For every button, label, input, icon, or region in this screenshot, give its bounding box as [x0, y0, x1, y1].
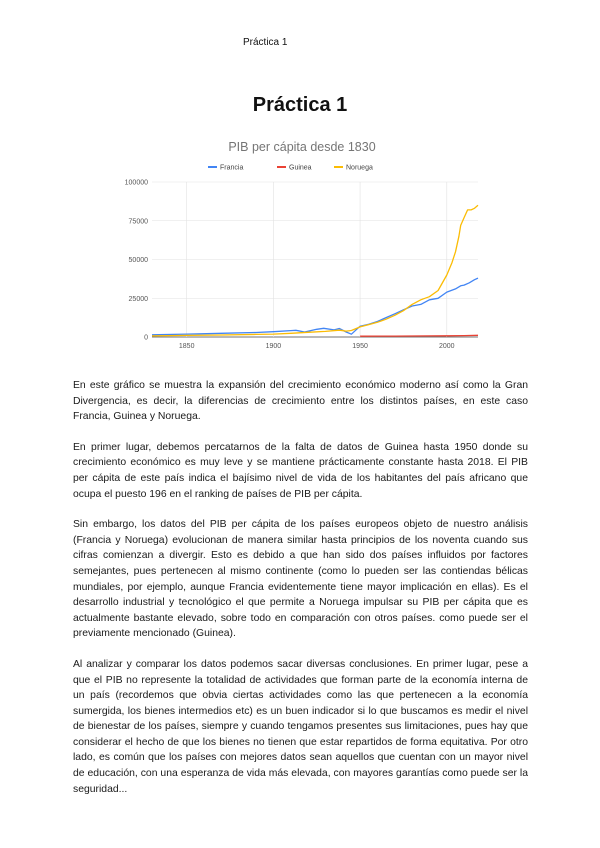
series-line-guinea [360, 335, 478, 336]
y-tick-label: 25000 [128, 295, 148, 303]
gdp-per-capita-chart [112, 133, 492, 358]
legend-label: Noruega [346, 164, 373, 172]
paragraph-2: En primer lugar, debemos percatarnos de la falta de datos de Guinea hasta 1950 donde su crecimiento económico es muy leve y se mantiene prácticamente constante hasta 2018. El PIB per cápita de este país indica el bajísimo nivel de vida de los habitantes del país africano que ocupa el puesto 196 en el ranking de países de PIB per cápita. [73, 441, 528, 500]
paragraph-3: Sin embargo, los datos del PIB per cápita de los países europeos objeto de nuestro análisis (Francia y Noruega) evolucionan de manera similar hasta principios de los noventa cuando sus cifras comienzan a divergir. Esto es debido a que han sido dos países influidos por factores semejantes, pues pertenecen al mismo continente (como lo pueden ser las contiendas bélicas mundiales, por ejemplo, aunque Francia evidentemente tiene mayor implicación en ellas). Es el desarrollo industrial y tecnológico el que permite a Noruega impulsar su PIB per cápita que es actualmente bastante elevado, sobre todo en comparación con otros países. como puede ser el previamente mencionado (Guinea). [73, 519, 528, 640]
body-text [73, 378, 528, 812]
running-header: Práctica 1 [243, 37, 288, 48]
chart-title: PIB per cápita desde 1830 [228, 140, 376, 154]
y-tick-label: 0 [144, 334, 148, 342]
x-tick-label: 1850 [178, 343, 195, 350]
paragraph-4: Al analizar y comparar los datos podemos sacar diversas conclusiones. En primer lugar, pese a que el PIB no represente la totalidad de actividades que forman parte de la economía interna de un país (recordemos que obvia ciertas actividades como las que pertenecen a la economía sumergida, los bienes intermedios etc) es un buen indicador si lo que buscamos es medir el nivel de bienestar de los países, siempre y cuando tengamos presentes sus limitaciones, pues hay que considerar el hecho de que los bienes no tienen que estar repartidos de forma equitativa. Por otro lado, es común que los países con mejores datos sean aquellos que cuentan con un mayor nivel de educación, con una esperanza de vida más elevada, con mayores garantías como puede ser la seguridad... [73, 658, 528, 795]
series-line-noruega [152, 205, 478, 336]
chart-svg [112, 133, 492, 358]
x-tick-label: 1950 [352, 343, 368, 350]
y-tick-label: 50000 [128, 257, 148, 264]
y-tick-label: 75000 [128, 218, 148, 226]
document-title: Práctica 1 [252, 94, 348, 116]
legend-label: Francia [220, 164, 244, 172]
paragraph-1: En este gráfico se muestra la expansión del crecimiento económico moderno así como la Gran Divergencia, es decir, la diferencias de crecimiento entre los distintos países, en este caso Francia, Guinea y Noruega. [73, 380, 528, 423]
legend-label: Guinea [289, 164, 312, 172]
x-tick-label: 1900 [265, 343, 282, 350]
series-line-francia [152, 278, 478, 335]
y-tick-label: 100000 [124, 179, 148, 187]
x-tick-label: 2000 [438, 343, 455, 350]
